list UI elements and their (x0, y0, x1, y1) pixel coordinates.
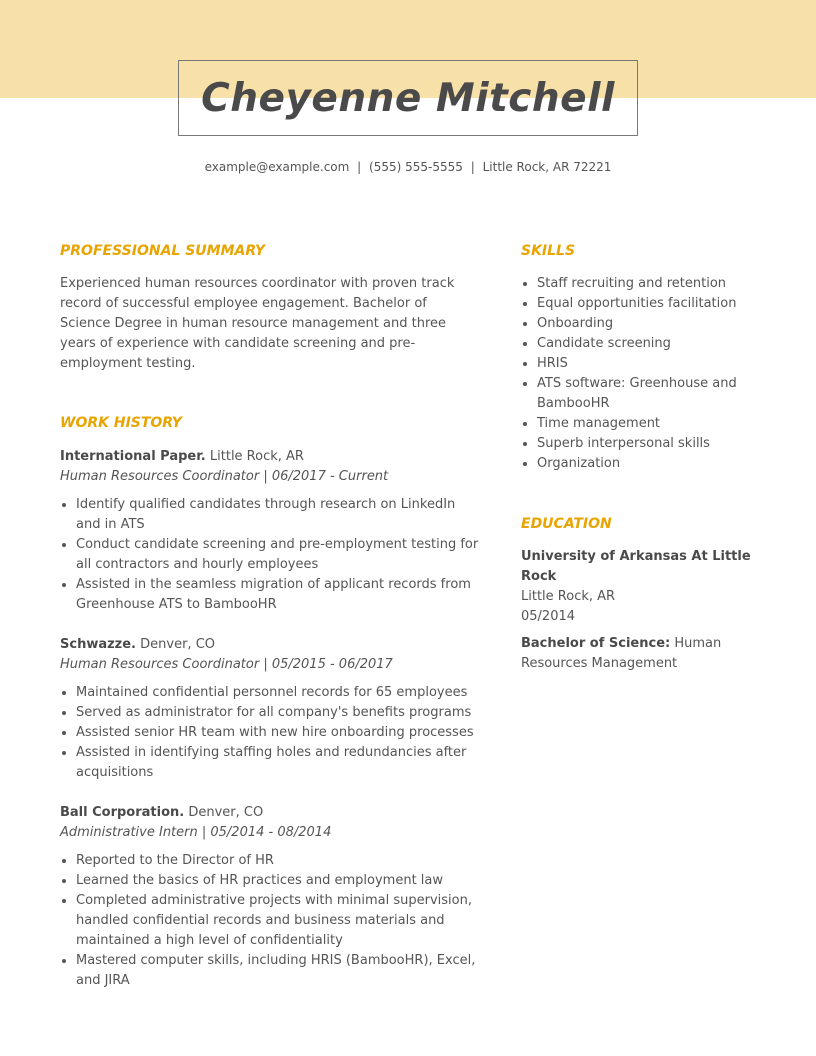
job-entry (60, 447, 480, 615)
job-title: Administrative Intern | 05/2014 - 08/2014 (60, 825, 332, 840)
name-box (178, 60, 638, 136)
education-degree: Bachelor of Science: (521, 636, 671, 651)
summary-heading: PROFESSIONAL SUMMARY (60, 243, 265, 259)
job-bullet: Identify qualified candidates through research on LinkedIn and in ATS (60, 495, 480, 535)
skill-item: Candidate screening (521, 334, 761, 354)
job-bullet: Assisted in the seamless migration of applicant records from Greenhouse ATS to BambooHR (60, 575, 480, 615)
education-school: University of Arkansas At Little Rock (521, 549, 751, 584)
job-header (60, 803, 480, 823)
job-entry (60, 635, 480, 783)
job-location: Little Rock, AR (209, 449, 304, 464)
education-heading: EDUCATION (521, 516, 612, 532)
job-company: Ball Corporation. (60, 805, 185, 820)
work-history-heading: WORK HISTORY (60, 415, 182, 431)
contact-separator: | (357, 160, 362, 174)
skill-item: Equal opportunities facilitation (521, 294, 761, 314)
education-entry (521, 547, 761, 674)
skill-item: ATS software: Greenhouse and BambooHR (521, 374, 761, 414)
skill-item: Organization (521, 454, 761, 474)
job-title: Human Resources Coordinator | 06/2017 - Current (60, 469, 389, 484)
job-bullets (60, 851, 480, 991)
skills-heading: SKILLS (521, 243, 576, 259)
skills-list (521, 274, 761, 474)
skill-item: Onboarding (521, 314, 761, 334)
education-location: Little Rock, AR (521, 589, 616, 604)
right-column (521, 240, 761, 674)
skill-item: Staff recruiting and retention (521, 274, 761, 294)
skill-item: Superb interpersonal skills (521, 434, 761, 454)
job-bullets (60, 683, 480, 783)
contact-phone: (555) 555-5555 (369, 160, 463, 174)
education-field: Human Resources Management (521, 636, 722, 671)
job-location: Denver, CO (140, 637, 215, 652)
left-column (60, 240, 480, 991)
education-degree-line (521, 634, 761, 674)
job-bullet: Served as administrator for all company's benefits programs (60, 703, 480, 723)
job-bullet: Conduct candidate screening and pre-employment testing for all contractors and hourly employees (60, 535, 480, 575)
job-entry (60, 803, 480, 991)
job-bullet: Mastered computer skills, including HRIS (BambooHR), Excel, and JIRA (60, 951, 480, 991)
job-bullet: Completed administrative projects with minimal supervision, handled confidential records and business materials and maintained a high level of confidentiality (60, 891, 480, 951)
job-bullet: Reported to the Director of HR (60, 851, 480, 871)
job-location: Denver, CO (188, 805, 264, 820)
job-title: Human Resources Coordinator | 05/2015 - 06/2017 (60, 657, 393, 672)
candidate-name: Cheyenne Mitchell (201, 75, 615, 121)
contact-location: Little Rock, AR 72221 (482, 160, 612, 174)
education-date: 05/2014 (521, 609, 576, 624)
job-bullet: Assisted senior HR team with new hire onboarding processes (60, 723, 480, 743)
contact-separator: | (470, 160, 475, 174)
skill-item: HRIS (521, 354, 761, 374)
skill-item: Time management (521, 414, 761, 434)
job-bullets (60, 495, 480, 615)
job-bullet: Assisted in identifying staffing holes and redundancies after acquisitions (60, 743, 480, 783)
contact-email: example@example.com (204, 160, 350, 174)
job-company: Schwazze. (60, 637, 136, 652)
contact-line (0, 160, 816, 174)
job-bullet: Learned the basics of HR practices and employment law (60, 871, 480, 891)
job-bullet: Maintained confidential personnel records for 65 employees (60, 683, 480, 703)
job-header (60, 635, 480, 655)
job-header (60, 447, 480, 467)
summary-text: Experienced human resources coordinator with proven track record of successful employee engagement. Bachelor of Science Degree in human resource management and three years of experience with candidate screening and pre-employment testing. (60, 276, 455, 371)
job-company: International Paper. (60, 449, 206, 464)
